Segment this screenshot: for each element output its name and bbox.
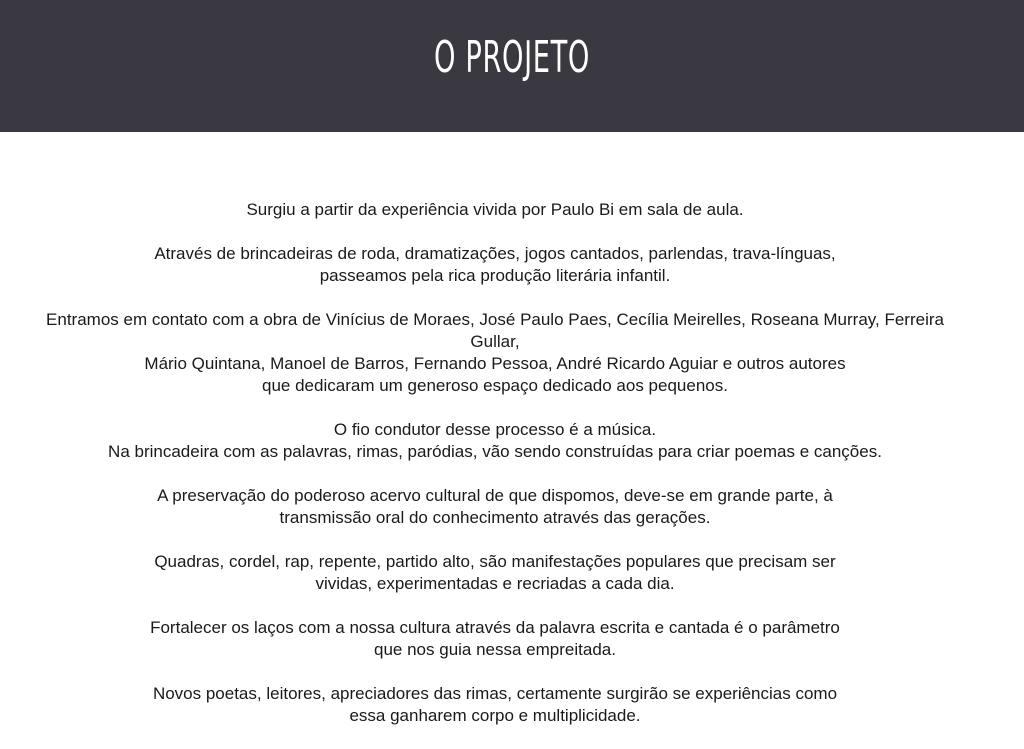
- text-line: vividas, experimentadas e recriadas a cada dia.: [315, 574, 675, 593]
- paragraph: [0, 199, 990, 221]
- paragraph: [0, 309, 990, 397]
- text-line: Através de brincadeiras de roda, dramatizações, jogos cantados, parlendas, trava-línguas,: [154, 244, 836, 263]
- paragraph: [0, 617, 990, 661]
- page-header: [0, 0, 1024, 132]
- page-title: O PROJETO: [433, 32, 591, 83]
- text-line: A preservação do poderoso acervo cultural de que dispomos, deve-se em grande parte, à: [157, 486, 833, 505]
- text-line: que dedicaram um generoso espaço dedicado aos pequenos.: [262, 376, 728, 395]
- text-line: passeamos pela rica produção literária infantil.: [319, 266, 671, 285]
- text-line: Na brincadeira com as palavras, rimas, paródias, vão sendo construídas para criar poemas e canções.: [108, 442, 882, 461]
- project-description: [0, 199, 990, 749]
- text-line: Novos poetas, leitores, apreciadores das rimas, certamente surgirão se experiências como: [152, 684, 838, 703]
- paragraph: [0, 243, 990, 287]
- text-line: O fio condutor desse processo é a música.: [333, 420, 657, 439]
- text-line: Entramos em contato com a obra de Vinícius de Moraes, José Paulo Paes, Cecília Meirelles, Roseana Murray, Ferreira: [46, 310, 944, 329]
- paragraph: [0, 485, 990, 529]
- text-line: Gullar,: [470, 332, 520, 351]
- text-line: transmissão oral do conhecimento através das gerações.: [279, 508, 711, 527]
- text-line: Surgiu a partir da experiência vivida por Paulo Bi em sala de aula.: [246, 200, 744, 219]
- text-line: Mário Quintana, Manoel de Barros, Fernando Pessoa, André Ricardo Aguiar e outros autores: [144, 354, 846, 373]
- text-line: Quadras, cordel, rap, repente, partido alto, são manifestações populares que precisam ser: [154, 552, 836, 571]
- paragraph: [0, 551, 990, 595]
- text-line: que nos guia nessa empreitada.: [374, 640, 616, 659]
- paragraph: [0, 683, 990, 727]
- text-line: essa ganharem corpo e multiplicidade.: [349, 706, 641, 725]
- text-line: Fortalecer os laços com a nossa cultura através da palavra escrita e cantada é o parâmetro: [150, 618, 840, 637]
- paragraph: [0, 419, 990, 463]
